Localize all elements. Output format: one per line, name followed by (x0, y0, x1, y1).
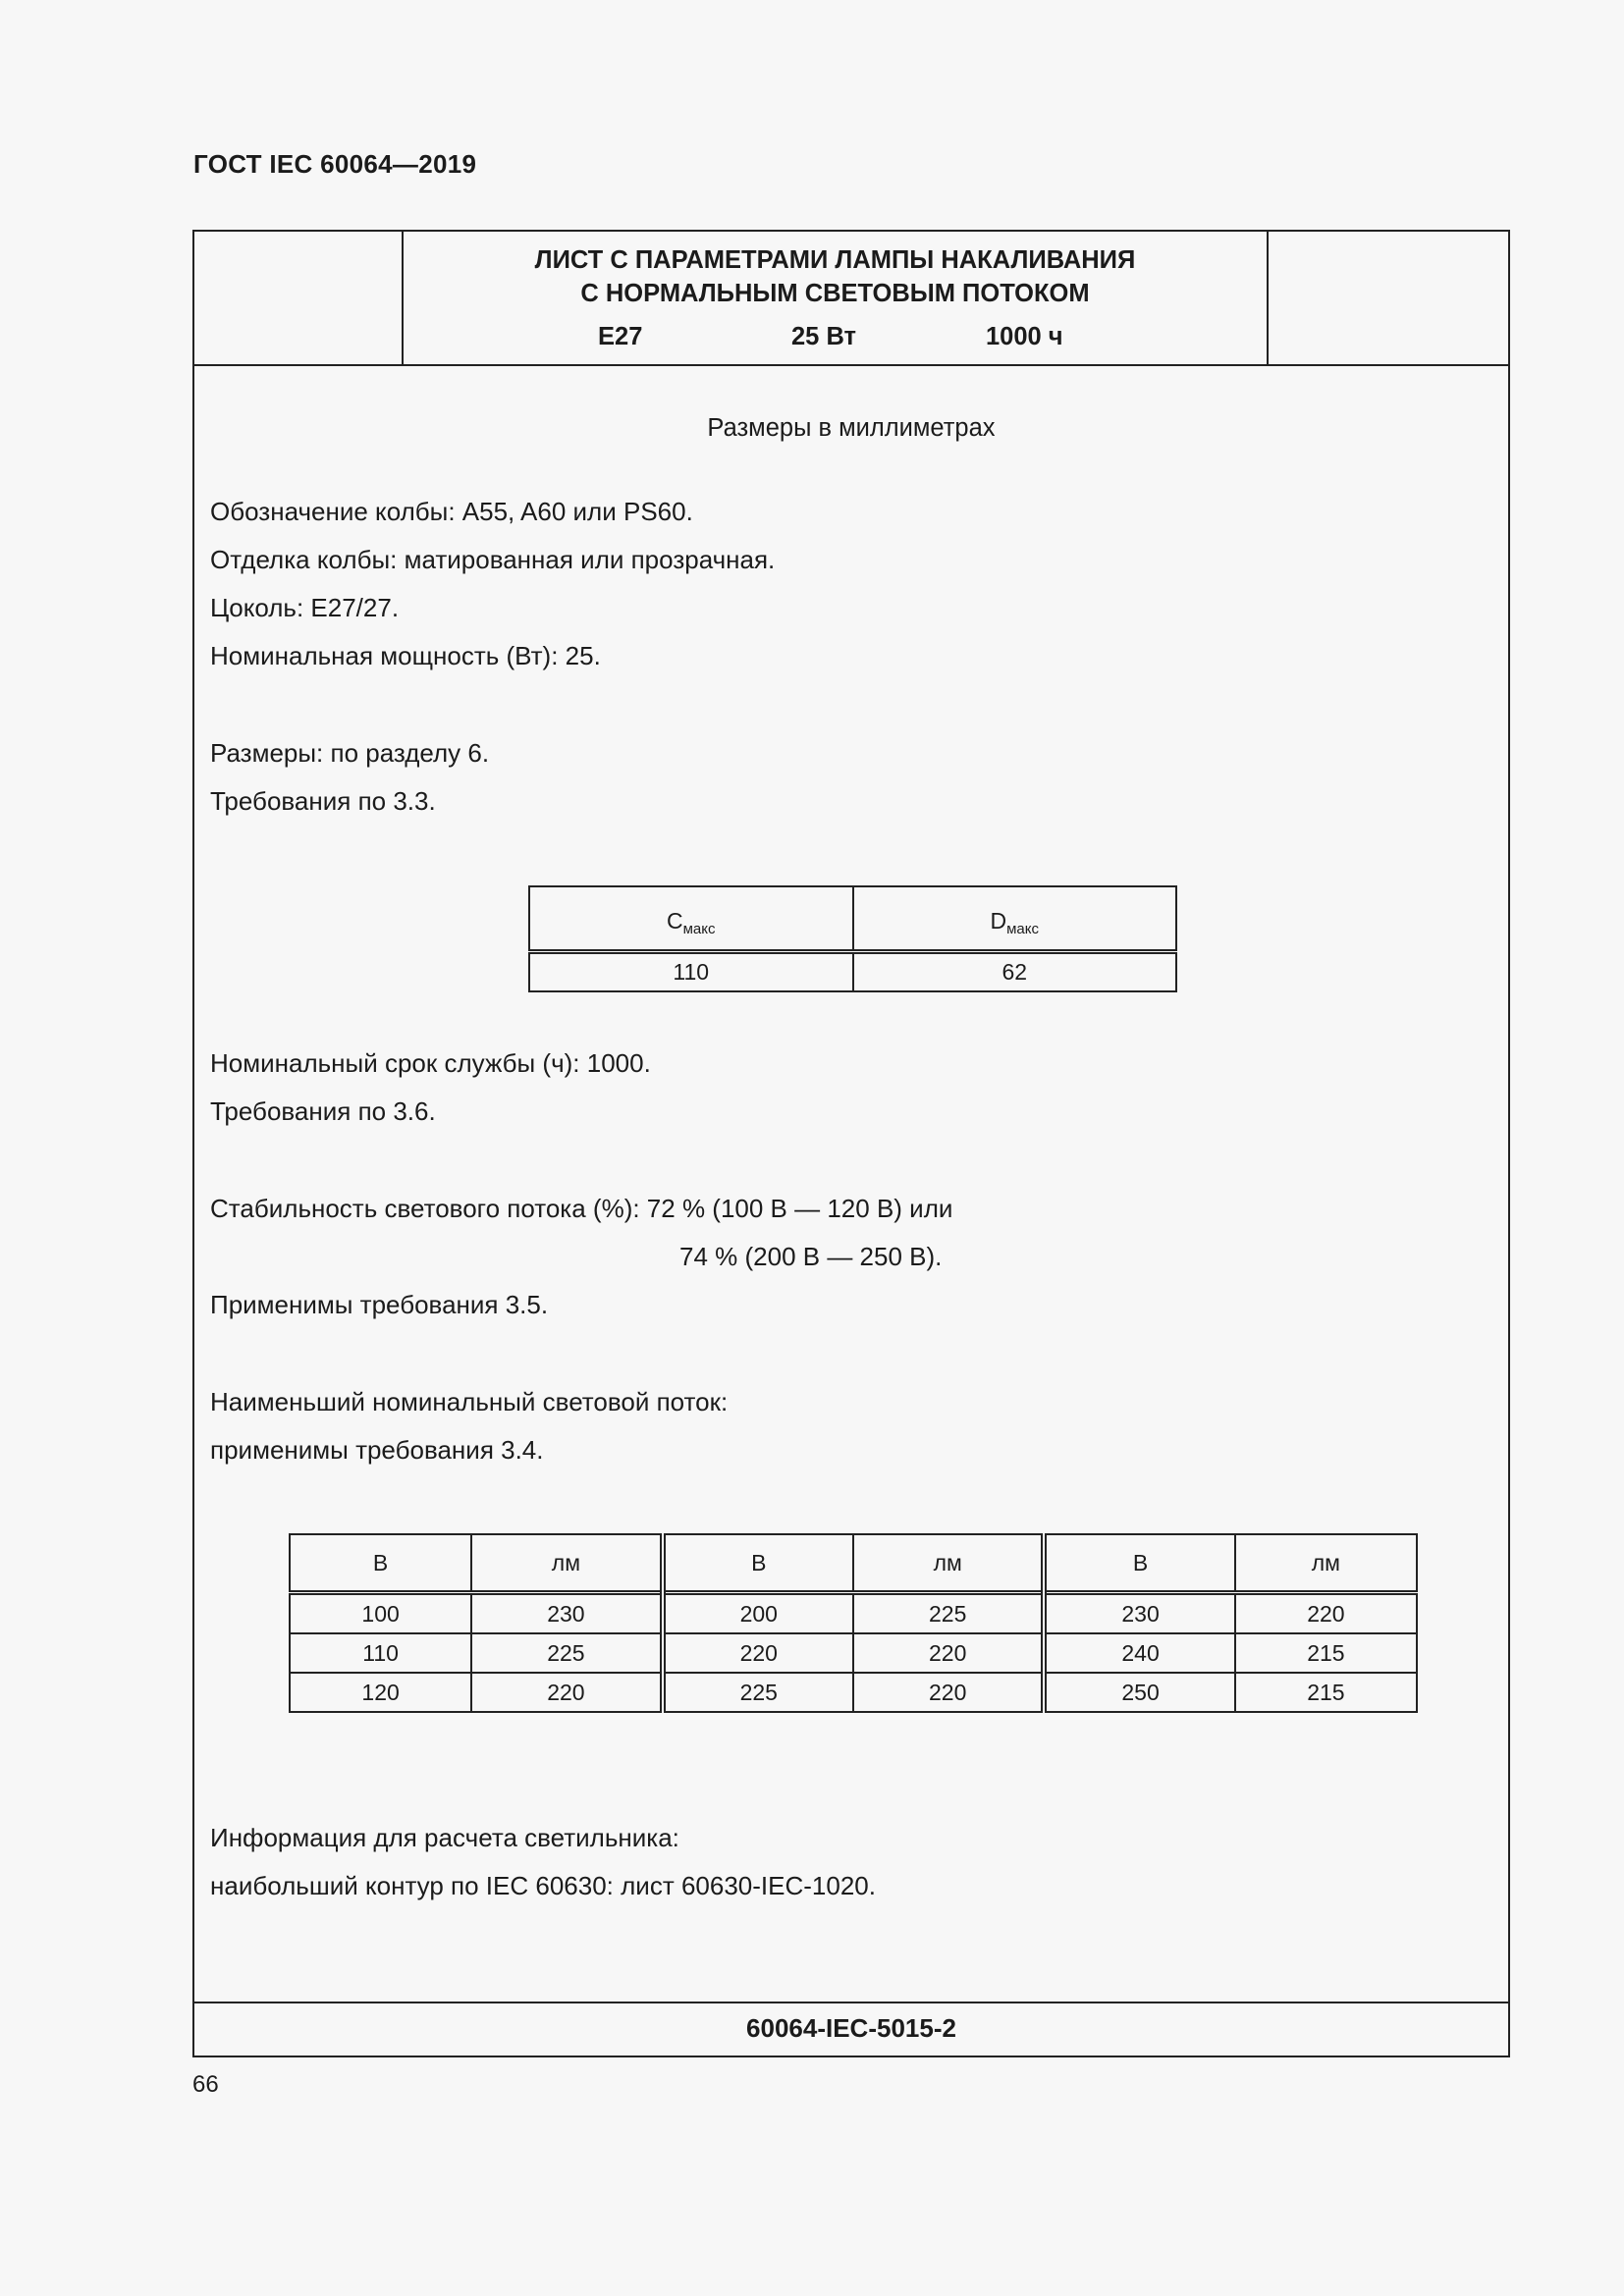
table-cell: 230 (471, 1593, 662, 1634)
lumen-header: лм (1235, 1534, 1417, 1593)
page-number: 66 (192, 2071, 219, 2098)
c-max-header: $C_{макс}$ (529, 886, 853, 952)
voltage-header: В (663, 1534, 853, 1593)
bulb-finish: Отделка колбы: матированная или прозрачная. (210, 545, 776, 574)
voltage-header: В (290, 1534, 471, 1593)
table-cell: 220 (853, 1633, 1044, 1673)
table-cell: 225 (853, 1593, 1044, 1634)
sheet-title-line-1: ЛИСТ С ПАРАМЕТРАМИ ЛАМПЫ НАКАЛИВАНИЯ (534, 246, 1136, 274)
table-cell: 215 (1235, 1673, 1417, 1712)
cap-type: Цоколь: E27/27. (210, 593, 400, 622)
table-cell: 220 (663, 1633, 853, 1673)
lumen-header: лм (853, 1534, 1044, 1593)
flux-maintenance: Стабильность светового потока (%): 72 % (100 В — 120 В) или (210, 1194, 953, 1223)
header-right-cell (1267, 232, 1508, 364)
requirements-3-6: Требования по 3.6. (210, 1096, 436, 1126)
luminous-flux-table (289, 1533, 1418, 1713)
table-row (290, 1593, 1417, 1634)
table-cell: 225 (471, 1633, 662, 1673)
table-cell: 225 (663, 1673, 853, 1712)
table-cell: 200 (663, 1593, 853, 1634)
document-code: ГОСТ IEC 60064—2019 (193, 149, 477, 179)
units-note: Размеры в миллиметрах (707, 414, 996, 442)
min-luminous-flux: Наименьший номинальный световой поток: (210, 1387, 729, 1416)
dimension-table (528, 885, 1177, 992)
cap-spec: E27 (598, 323, 643, 350)
table-cell: 220 (1235, 1593, 1417, 1634)
bulb-designation: Обозначение колбы: A55, A60 или PS60. (210, 497, 693, 526)
table-row (290, 1673, 1417, 1712)
sheet-header (194, 232, 1508, 366)
sheet-footer-code: 60064-IEC-5015-2 (194, 2002, 1508, 2056)
parameter-sheet (192, 230, 1510, 2057)
voltage-header: В (1044, 1534, 1234, 1593)
max-outline-ref: наибольший контур по IEC 60630: лист 60630-IEC-1020. (210, 1871, 876, 1900)
sheet-specs (404, 323, 1267, 356)
table-header-row (529, 886, 1176, 952)
table-row (290, 1633, 1417, 1673)
d-max-header: $D_{макс}$ (853, 886, 1177, 952)
table-cell: 215 (1235, 1633, 1417, 1673)
rated-power: Номинальная мощность (Вт): 25. (210, 641, 601, 670)
requirements-3-3: Требования по 3.3. (210, 786, 436, 816)
sheet-title-line-2: С НОРМАЛЬНЫМ СВЕТОВЫМ ПОТОКОМ (580, 280, 1090, 307)
c-max-value: 110 (529, 952, 853, 992)
power-spec: 25 Вт (791, 323, 857, 350)
header-left-cell (194, 232, 404, 364)
table-cell: 230 (1044, 1593, 1234, 1634)
table-cell: 100 (290, 1593, 471, 1634)
requirements-3-4: применимы требования 3.4. (210, 1435, 544, 1465)
luminaire-info: Информация для расчета светильника: (210, 1823, 679, 1852)
lumen-header: лм (471, 1534, 662, 1593)
sheet-title (404, 243, 1267, 310)
life-spec: 1000 ч (986, 323, 1063, 350)
dimensions-ref: Размеры: по разделу 6. (210, 738, 490, 768)
d-max-value: 62 (853, 952, 1177, 992)
table-cell: 120 (290, 1673, 471, 1712)
flux-maintenance-cont: 74 % (200 В — 250 В). (679, 1242, 943, 1271)
rated-life: Номинальный срок службы (ч): 1000. (210, 1048, 651, 1078)
table-cell: 220 (471, 1673, 662, 1712)
table-cell: 220 (853, 1673, 1044, 1712)
table-header-row (290, 1534, 1417, 1593)
table-cell: 110 (290, 1633, 471, 1673)
table-cell: 240 (1044, 1633, 1234, 1673)
requirements-3-5: Применимы требования 3.5. (210, 1290, 549, 1319)
table-cell: 250 (1044, 1673, 1234, 1712)
table-row (529, 952, 1176, 992)
